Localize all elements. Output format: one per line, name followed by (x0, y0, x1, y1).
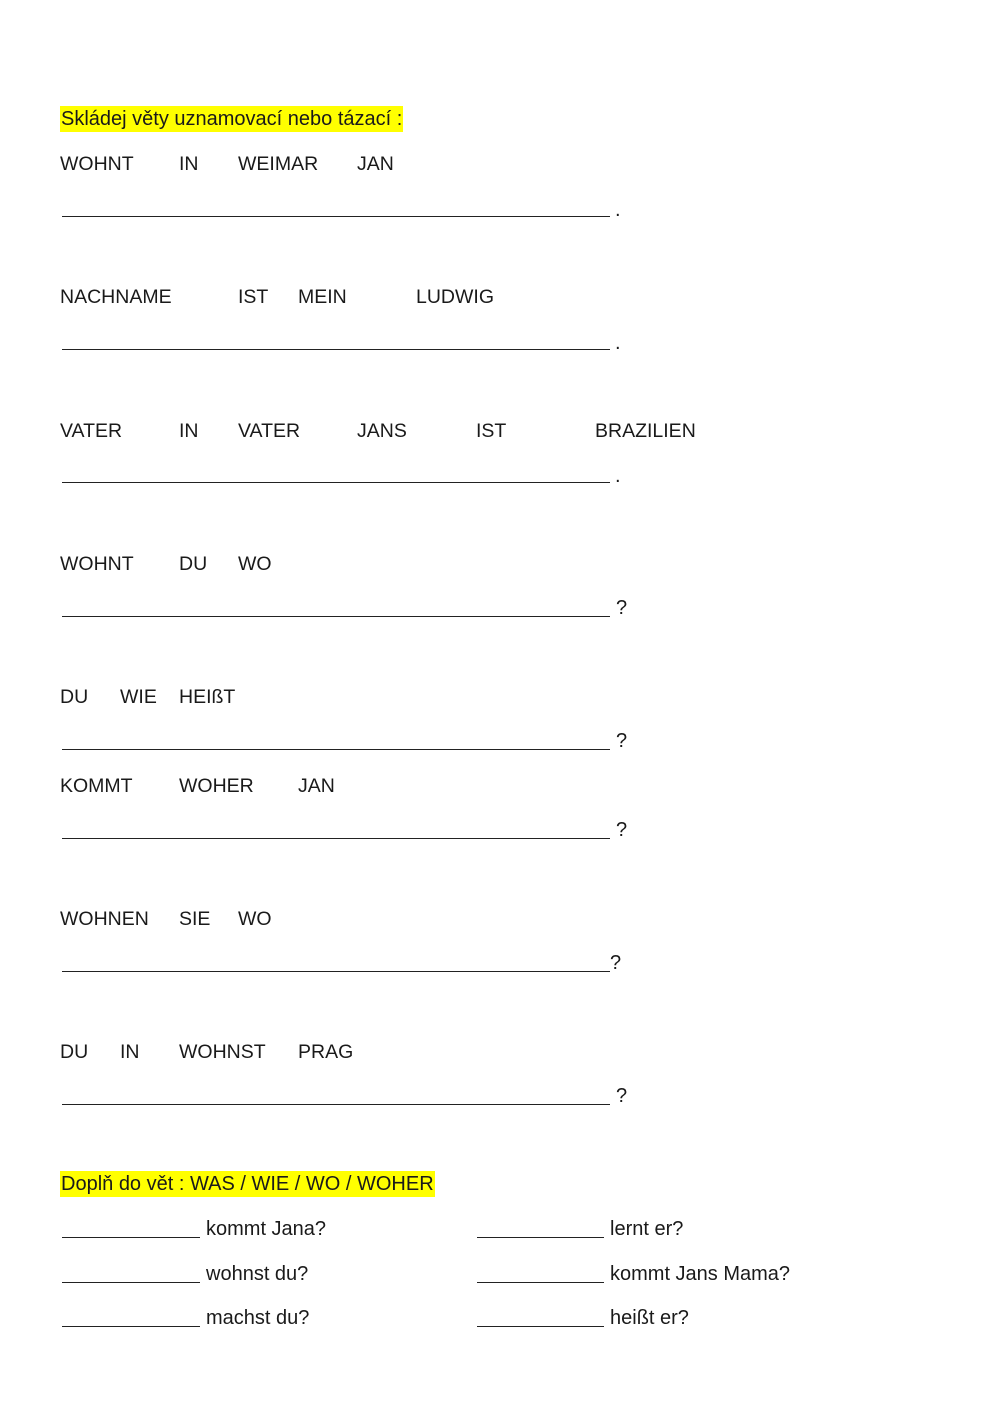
end-punctuation: . (615, 332, 621, 354)
fill-row-right-1 (476, 1216, 916, 1242)
word: IN (179, 153, 199, 175)
word: JAN (357, 153, 394, 175)
word: IST (476, 420, 507, 442)
word: WOHER (179, 775, 254, 797)
fill-row-left-1 (60, 1216, 480, 1242)
section2-heading: Doplň do vět : WAS / WIE / WO / WOHER (61, 1173, 434, 1195)
fill-sentence: kommt Jans Mama? (610, 1263, 791, 1285)
fill-sentence: wohnst du? (206, 1263, 309, 1285)
end-punctuation: ? (616, 597, 628, 619)
word: WO (238, 908, 272, 930)
word: WO (238, 553, 272, 575)
word: KOMMT (60, 775, 133, 797)
fill-blank[interactable] (62, 1237, 200, 1238)
word: IST (238, 286, 269, 308)
section1-heading: Skládej věty uznamovací nebo tázací : (61, 108, 403, 130)
fill-sentence: machst du? (206, 1307, 310, 1329)
word: SIE (179, 908, 211, 930)
answer-line-5[interactable] (62, 749, 610, 750)
end-punctuation: ? (616, 730, 628, 752)
word: DU (60, 686, 89, 708)
answer-line-3[interactable] (62, 482, 610, 483)
fill-sentence: kommt Jana? (206, 1218, 327, 1240)
end-punctuation: ? (616, 819, 628, 841)
end-punctuation: ? (610, 952, 622, 974)
word: WIE (120, 686, 157, 708)
answer-line-2[interactable] (62, 349, 610, 350)
word: LUDWIG (416, 286, 494, 308)
answer-line-8[interactable] (62, 1104, 610, 1105)
word: MEIN (298, 286, 347, 308)
word: WOHNST (179, 1041, 266, 1063)
word: WOHNEN (60, 908, 149, 930)
word: WOHNT (60, 553, 134, 575)
word: IN (179, 420, 199, 442)
fill-blank[interactable] (477, 1326, 604, 1327)
word: VATER (60, 420, 123, 442)
word: JANS (357, 420, 407, 442)
fill-sentence: heißt er? (610, 1307, 689, 1329)
fill-blank[interactable] (62, 1282, 200, 1283)
word: DU (60, 1041, 89, 1063)
fill-blank[interactable] (477, 1237, 604, 1238)
fill-row-left-3 (60, 1305, 480, 1331)
word: NACHNAME (60, 286, 172, 308)
word: PRAG (298, 1041, 354, 1063)
word: DU (179, 553, 208, 575)
word: JAN (298, 775, 335, 797)
fill-row-right-2 (476, 1261, 916, 1287)
fill-blank[interactable] (62, 1326, 200, 1327)
word: BRAZILIEN (595, 420, 696, 442)
word: WOHNT (60, 153, 134, 175)
fill-blank[interactable] (477, 1282, 604, 1283)
word: HEIßT (179, 686, 236, 708)
end-punctuation: . (615, 465, 621, 487)
word: VATER (238, 420, 301, 442)
answer-line-1[interactable] (62, 216, 610, 217)
word: IN (120, 1041, 140, 1063)
answer-line-4[interactable] (62, 616, 610, 617)
fill-row-right-3 (476, 1305, 916, 1331)
fill-row-left-2 (60, 1261, 480, 1287)
fill-sentence: lernt er? (610, 1218, 684, 1240)
end-punctuation: . (615, 199, 621, 221)
end-punctuation: ? (616, 1085, 628, 1107)
answer-line-6[interactable] (62, 838, 610, 839)
word: WEIMAR (238, 153, 319, 175)
answer-line-7[interactable] (62, 971, 610, 972)
